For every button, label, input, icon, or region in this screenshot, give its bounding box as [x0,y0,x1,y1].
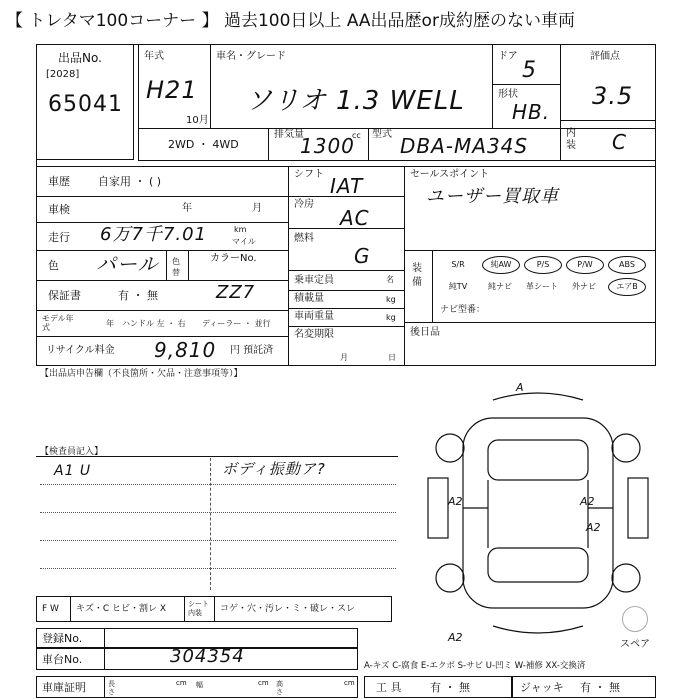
inspect-label: 【検査員記入】 [40,447,104,457]
equip-item: 純ナビ [488,282,512,291]
warranty-label: 保証書 [48,289,81,302]
shaken-month: 月 [252,203,262,214]
fuel-value: G [354,244,371,268]
fw-value: キズ・C ヒビ・割レ X [76,604,166,614]
seat-value: コゲ・穴・汚レ・ミ・破レ・スレ [220,604,356,614]
chassis-value: 304354 [170,646,245,667]
door-label: ドア [498,51,518,62]
equip-item: 純TV [448,282,468,291]
nenshiki-label: 年式 [144,51,164,62]
model-value: DBA-MA34S [400,134,529,158]
car-damage-diagram [408,378,668,638]
shape-value: HB. [512,100,551,124]
mileage-value: 6万7千7.01 [100,224,207,245]
sales-label: セールスポイント [410,169,490,180]
wheel-rear-left [436,564,464,592]
wheel-rear-right [612,564,640,592]
shaken-label: 車検 [48,203,70,216]
model-year-unit: 年 [106,319,114,328]
damage-legend: A-キズ C-腐食 E-エクボ S-サビ U-凹ミ W-補修 XX-交換済 [364,661,586,671]
handle-label: ハンドル 左 ・ 右 [122,319,186,328]
nenshiki-value: H21 [146,76,198,104]
shape-label: 形状 [498,89,518,100]
spare-tire-icon [622,606,648,632]
damage-mark-right-rear: A2 [586,521,601,534]
lot-number: 65041 [48,92,123,117]
shaken-year: 年 [182,203,192,214]
reg-row [36,628,358,648]
navi-label: ナビ型番： [440,305,486,315]
fuel-label: 燃料 [294,233,314,244]
name-value: ソリオ 1.3 WELL [246,86,465,116]
recycle-unit: 円 預託済 [230,345,274,356]
equip-item: S/R [451,260,465,269]
cert-dim-width: 幅 [196,681,203,689]
equip-item: ABS [608,256,646,274]
jack-value: 有 ・ 無 [580,681,620,694]
fw-label: F W [42,604,59,614]
change-month: 月 [340,353,348,362]
cert-dim-cm-3: cm [344,679,355,687]
front-bumper [493,393,583,400]
model-year-label: モデル年式 [42,314,74,332]
repaint-label: 色替 [172,257,180,277]
colorno-label: カラーNo. [210,253,257,264]
model-label: 型式 [372,129,392,140]
equip-item: 革シート [526,282,558,291]
shift-label: シフト [294,169,324,180]
weight-unit: kg [386,313,396,322]
equip-item: エアB [608,278,646,296]
displacement-value: 1300 [300,134,355,158]
score-value: 3.5 [592,82,634,110]
lot-year-badge: [2028] [46,69,80,80]
reg-label: 登録No. [42,632,83,645]
drive-label: 2WD ・ 4WD [168,138,239,151]
cert-label: 車庫証明 [42,681,86,694]
equip-item: 外ナビ [572,282,596,291]
cert-dim-height: 高さ [276,680,283,696]
inspect-note-right: ボディ振動ア? [222,460,326,478]
equip-label: 装備 [412,263,422,288]
shareki-value: 自家用 ・ ( ) [98,175,162,188]
chassis-label: 車台No. [42,653,83,666]
car-body-outline [463,418,613,608]
load-label: 積載量 [294,293,324,304]
tool-label: 工 具 [376,681,402,694]
side-panel-left [428,478,448,538]
side-panel-right [628,478,648,538]
naisou-value: C [612,130,627,154]
report-label: 【出品店申告欄（不良箇所・欠品・注意事項等）】 [40,369,243,379]
cert-dim-cm-2: cm [258,679,269,687]
warranty-value: 有 ・ 無 [118,289,158,302]
tool-value: 有 ・ 無 [430,681,470,694]
shift-value: IAT [330,174,364,198]
nenshiki-month: 10月 [186,115,209,126]
jack-label: ジャッキ [520,681,564,694]
wheel-front-left [436,434,464,462]
cc-unit: cc [352,131,361,140]
car-windshield [488,440,588,480]
damage-mark-right: A2 [580,495,595,508]
lot-label: 出品No. [58,51,102,65]
name-label: 車名・グレード [216,51,286,62]
aircon-label: 冷房 [294,199,314,210]
spare-label: スペア [620,639,650,650]
recycle-label: リサイクル料金 [46,345,115,356]
door-value: 5 [522,58,537,83]
mileage-label: 走行 [48,231,70,244]
color-value: パール [96,252,159,276]
equip-item: P/S [524,256,562,274]
change-day: 日 [388,353,396,362]
sales-value: ユーザー買取車 [426,186,559,207]
aircon-value: AC [340,206,370,230]
page-header: 【 トレタマ100コーナー 】 過去100日以上 AA出品歴or成約歴のない車両 [6,11,575,31]
score-label: 評価点 [590,51,620,62]
inspect-note-left: A1 U [54,463,92,479]
weight-label: 車両重量 [294,311,334,322]
seat-label: シート内装 [188,600,209,617]
colorno-value: ZZ7 [216,282,256,303]
naisou-label: 内装 [566,128,576,151]
shareki-label: 車歴 [48,175,70,188]
cert-dim-length: 長さ [108,680,115,696]
damage-mark-rear: A2 [448,631,463,644]
change-label: 名変期限 [294,329,334,340]
recycle-value: 9,810 [154,338,217,362]
equip-item: 純AW [482,256,520,274]
load-unit: kg [386,295,396,304]
wheel-front-right [612,434,640,462]
rear-bumper [493,626,583,633]
displacement-label: 排気量 [274,129,304,140]
color-label: 色 [48,259,59,272]
damage-mark-left: A2 [448,495,463,508]
car-rear-window [488,548,588,582]
mileage-unit-km: km [234,225,247,234]
capacity-label: 乗車定員 [294,275,334,286]
capacity-unit: 名 [386,275,394,284]
equip-item: P/W [566,256,604,274]
dealer-label: ディーラー ・ 並行 [202,319,271,328]
mileage-unit-mile: マイル [232,237,256,246]
cert-dim-cm-1: cm [176,679,187,687]
damage-mark-front: A [516,381,524,394]
after-label: 後日品 [410,327,440,338]
